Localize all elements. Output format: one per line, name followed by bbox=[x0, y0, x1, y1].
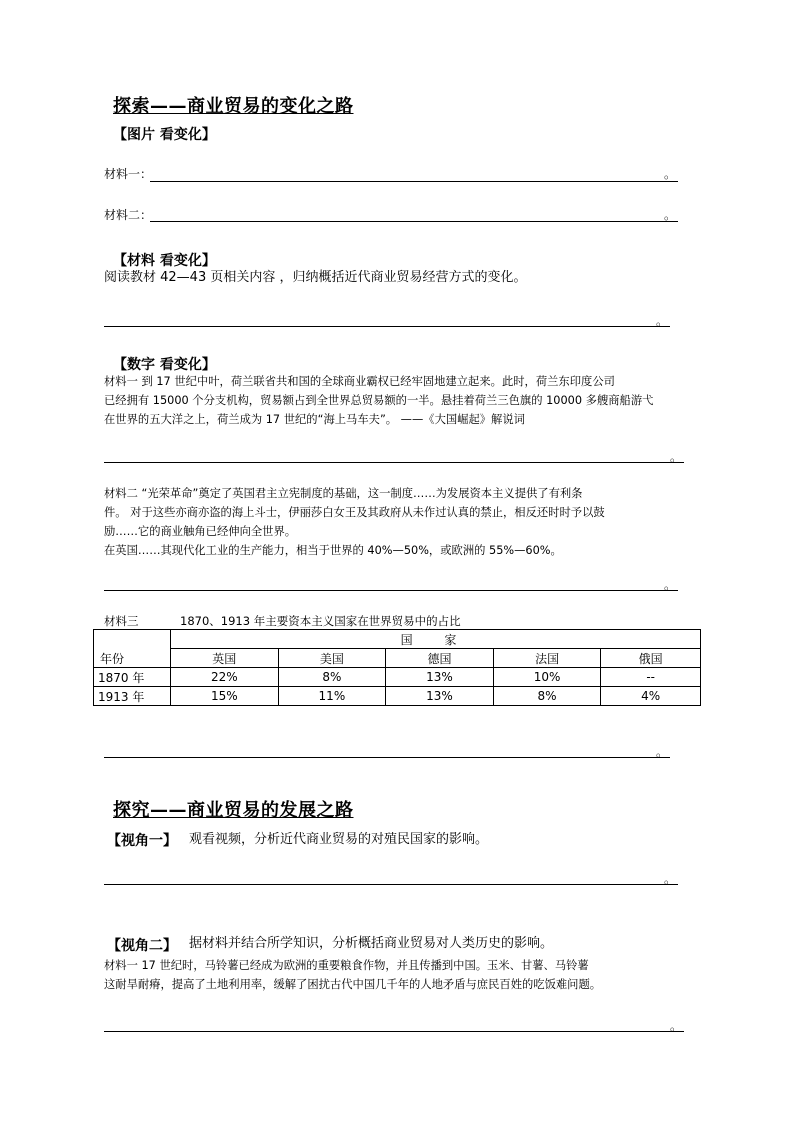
table-row bbox=[94, 687, 701, 706]
answer-line[interactable] bbox=[104, 757, 670, 758]
period-mark: 。 bbox=[656, 745, 669, 759]
period-mark: 。 bbox=[664, 872, 677, 886]
heading-numbers: 【数字 看变化】 bbox=[113, 357, 216, 373]
heading-pictures: 【图片 看变化】 bbox=[113, 127, 216, 143]
table-cell: 15% bbox=[171, 687, 279, 706]
table-cell: 8% bbox=[493, 687, 601, 706]
country-header: 德国 bbox=[386, 649, 494, 668]
table-cell: 4% bbox=[601, 687, 701, 706]
answer-line[interactable] bbox=[104, 884, 678, 885]
view-two-prompt: 据材料并结合所学知识，分析概括商业贸易对人类历史的影响。 bbox=[189, 936, 554, 951]
answer-line[interactable] bbox=[104, 462, 684, 463]
answer-line[interactable] bbox=[104, 1031, 684, 1032]
row-year: 1870 年 bbox=[94, 668, 171, 687]
section-title-explore: 探索——商业贸易的变化之路 bbox=[113, 96, 354, 117]
period-mark: 。 bbox=[664, 167, 677, 181]
numbers-material-two-line: 在英国……其现代化工业的生产能力，相当于世界的 40%—50%，或欧洲的 55%—60%。 bbox=[104, 544, 562, 557]
period-mark: 。 bbox=[656, 314, 669, 328]
answer-line[interactable] bbox=[104, 590, 678, 591]
row-year: 1913 年 bbox=[94, 687, 171, 706]
answer-line[interactable] bbox=[150, 221, 678, 222]
table-row bbox=[94, 668, 701, 687]
table-cell: 13% bbox=[386, 687, 494, 706]
table-cell: 10% bbox=[493, 668, 601, 687]
country-group-header: 国 家 bbox=[171, 630, 701, 649]
country-header: 俄国 bbox=[601, 649, 701, 668]
table-cell: 22% bbox=[171, 668, 279, 687]
country-header: 美国 bbox=[278, 649, 386, 668]
material-two-label: 材料二： bbox=[104, 208, 153, 222]
table-cell: 11% bbox=[278, 687, 386, 706]
material-prompt: 阅读教材 42—43 页相关内容 ，归纳概括近代商业贸易经营方式的变化。 bbox=[104, 270, 527, 285]
numbers-material-one-line: 已经拥有 15000 个分支机构，贸易额占到全世界总贸易额的一半。悬挂着荷兰三色旗的 10000 多艘商船游弋 bbox=[104, 394, 654, 407]
table-cell: 8% bbox=[278, 668, 386, 687]
view-two-material-line: 材料一 17 世纪时，马铃薯已经成为欧洲的重要粮食作物，并且传播到中国。玉米、甘薯、马铃薯 bbox=[104, 959, 589, 972]
numbers-material-one-line: 在世界的五大洋之上，荷兰成为 17 世纪的“海上马车夫”。 ——《大国崛起》解说词 bbox=[104, 413, 525, 426]
material-three-label: 材料三 bbox=[104, 614, 139, 628]
period-mark: 。 bbox=[670, 1019, 683, 1033]
numbers-material-two-line: 励……它的商业触角已经伸向全世界。 bbox=[104, 525, 297, 538]
table-cell: 13% bbox=[386, 668, 494, 687]
numbers-material-two-line: 件。 对于这些亦商亦盗的海上斗士，伊丽莎白女王及其政府从未作过认真的禁止，相反还时时予以鼓 bbox=[104, 506, 605, 519]
view-one-prompt: 观看视频，分析近代商业贸易的对殖民国家的影响。 bbox=[189, 832, 489, 847]
numbers-material-two-line: 材料二 “光荣革命”奠定了英国君主立宪制度的基础，这一制度……为发展资本主义提供了有利条 bbox=[104, 487, 583, 500]
answer-line[interactable] bbox=[150, 181, 678, 182]
numbers-material-one-line: 材料一 到 17 世纪中叶，荷兰联省共和国的全球商业霸权已经牢固地建立起来。此时，荷兰东印度公司 bbox=[104, 375, 615, 388]
year-column-header: 年份 bbox=[94, 630, 171, 668]
period-mark: 。 bbox=[664, 578, 677, 592]
period-mark: 。 bbox=[664, 208, 677, 222]
section-title-inquiry: 探究——商业贸易的发展之路 bbox=[113, 800, 354, 821]
view-two-material-line: 这耐旱耐瘠，提高了土地利用率，缓解了困扰古代中国几千年的人地矛盾与庶民百姓的吃饭难问题。 bbox=[104, 978, 602, 991]
country-header: 英国 bbox=[171, 649, 279, 668]
period-mark: 。 bbox=[670, 450, 683, 464]
material-one-label: 材料一： bbox=[104, 167, 153, 181]
trade-share-table bbox=[93, 629, 701, 706]
heading-view-two: 【视角二】 bbox=[107, 938, 177, 954]
table-cell: -- bbox=[601, 668, 701, 687]
answer-line[interactable] bbox=[104, 326, 670, 327]
table-caption: 1870、1913 年主要资本主义国家在世界贸易中的占比 bbox=[180, 614, 461, 628]
heading-material: 【材料 看变化】 bbox=[113, 253, 216, 269]
country-header: 法国 bbox=[493, 649, 601, 668]
heading-view-one: 【视角一】 bbox=[107, 833, 177, 849]
